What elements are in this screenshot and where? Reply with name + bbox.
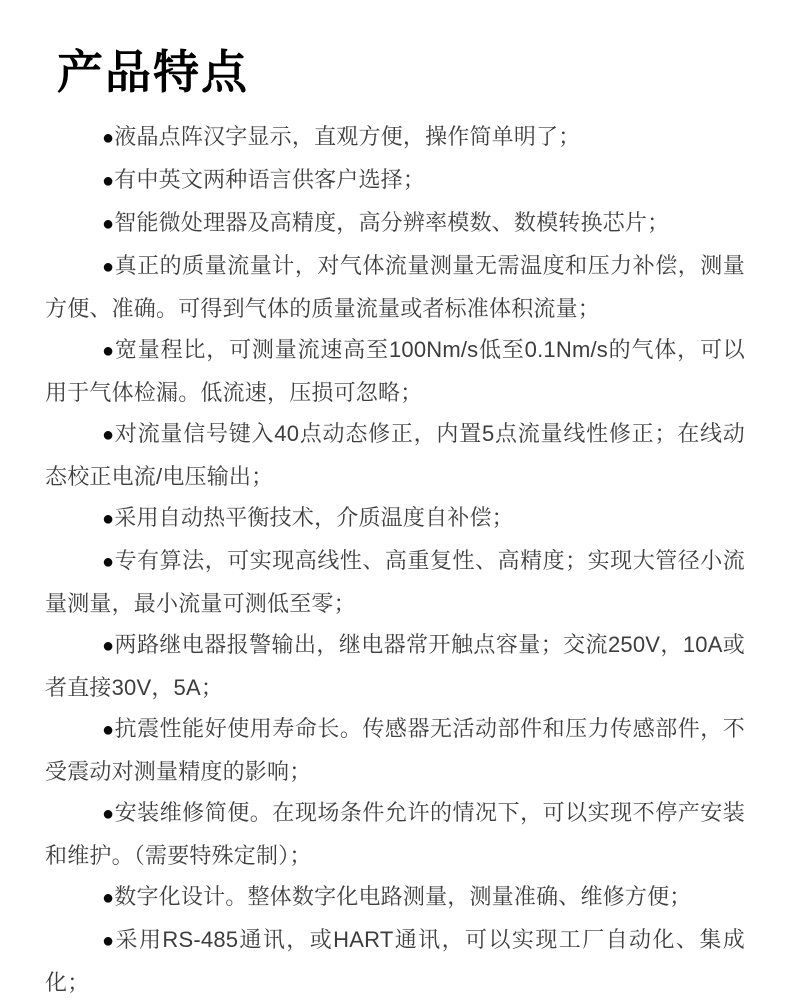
bullet-icon: ●: [102, 127, 115, 149]
feature-text: 专有算法，可实现高线性、高重复性、高精度；实现大管径小流量测量，最小流量可测低至零；: [45, 548, 745, 616]
feature-item: [45, 202, 745, 245]
feature-item: [45, 876, 745, 919]
feature-item: [45, 116, 745, 159]
feature-item: [45, 792, 745, 876]
feature-item: [45, 413, 745, 497]
feature-text: 两路继电器报警输出，继电器常开触点容量；交流250V，10A或者直接30V，5A；: [45, 632, 745, 700]
feature-item: [45, 540, 745, 624]
bullet-icon: ●: [102, 213, 115, 235]
feature-text: 安装维修简便。在现场条件允许的情况下，可以实现不停产安装和维护。（需要特殊定制）；: [45, 800, 745, 868]
bullet-icon: ●: [102, 424, 115, 446]
feature-item: [45, 245, 745, 329]
feature-text: 真正的质量流量计，对气体流量测量无需温度和压力补偿，测量方便、准确。可得到气体的质量流量或者标准体积流量；: [45, 253, 745, 321]
feature-text: 采用自动热平衡技术，介质温度自补偿；: [114, 505, 514, 530]
feature-text: 液晶点阵汉字显示，直观方便，操作简单明了；: [114, 124, 581, 149]
feature-item: [45, 329, 745, 413]
bullet-icon: ●: [102, 887, 115, 909]
feature-text: 对流量信号键入40点动态修正，内置5点流量线性修正；在线动态校正电流/电压输出；: [45, 421, 745, 489]
bullet-icon: ●: [102, 551, 115, 573]
feature-text: 采用RS-485通讯，或HART通讯，可以实现工厂自动化、集成化；: [45, 927, 746, 995]
bullet-icon: ●: [102, 930, 116, 952]
feature-item: [45, 497, 745, 540]
feature-text: 智能微处理器及高精度，高分辨率模数、数模转换芯片；: [114, 210, 670, 235]
feature-item: [45, 919, 745, 1003]
feature-text: 抗震性能好使用寿命长。传感器无活动部件和压力传感部件，不受震动对测量精度的影响；: [45, 716, 745, 784]
feature-list: [45, 116, 745, 1003]
feature-text: 数字化设计。整体数字化电路测量，测量准确、维修方便；: [114, 884, 692, 909]
feature-text: 有中英文两种语言供客户选择；: [114, 167, 426, 192]
feature-item: [45, 708, 745, 792]
feature-text: 宽量程比，可测量流速高至100Nm/s低至0.1Nm/s的气体，可以用于气体检漏。低流速，压损可忽略；: [45, 337, 745, 405]
bullet-icon: ●: [102, 170, 115, 192]
feature-item: [45, 624, 745, 708]
bullet-icon: ●: [102, 803, 115, 825]
bullet-icon: ●: [102, 340, 115, 362]
feature-item: [45, 159, 745, 202]
bullet-icon: ●: [102, 719, 115, 741]
bullet-icon: ●: [102, 256, 115, 278]
bullet-icon: ●: [102, 508, 115, 530]
page-title: 产品特点: [57, 46, 249, 98]
bullet-icon: ●: [102, 635, 115, 657]
